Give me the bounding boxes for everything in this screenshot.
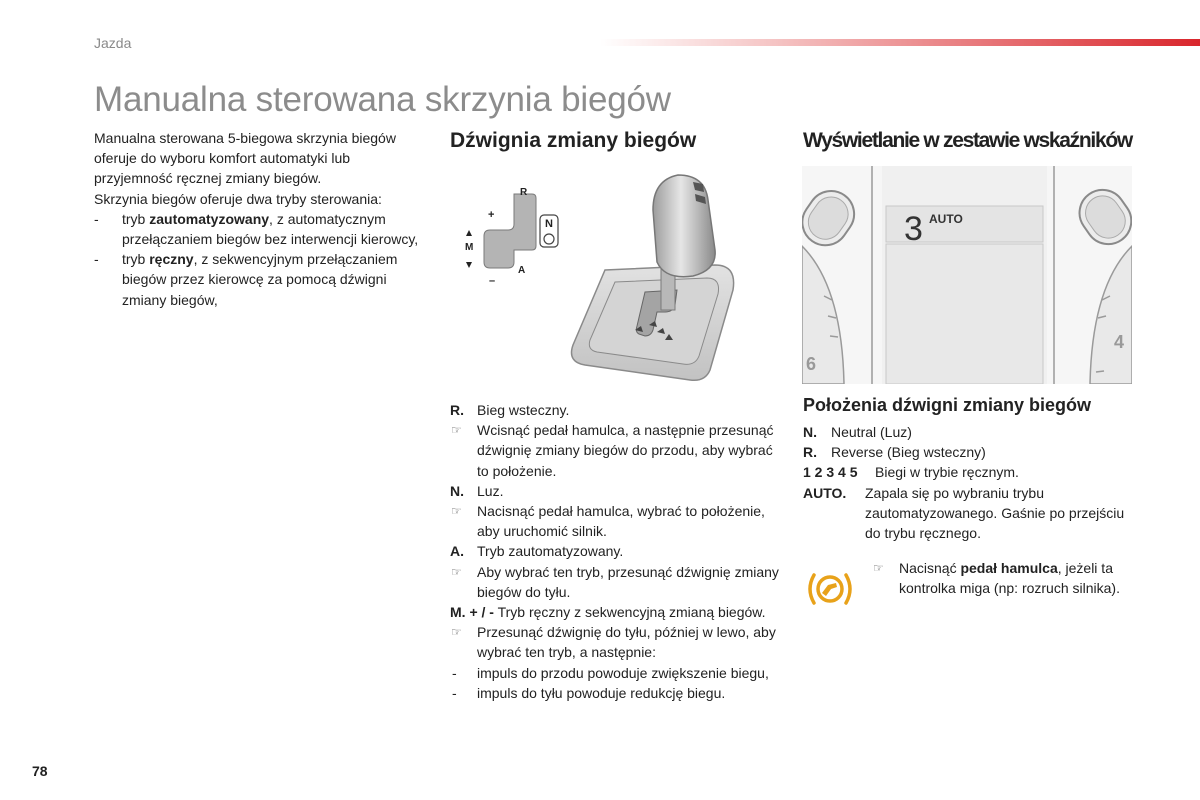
pointing-hand-icon: ☞ <box>451 504 462 519</box>
gate-label-m: M <box>465 242 474 253</box>
position-n-instruction: ☞ Nacisnąć pedał hamulca, wybrać to położenie, aby uruchomić silnik. <box>451 503 765 540</box>
intro-text <box>94 128 424 310</box>
pointing-hand-icon: ☞ <box>451 564 462 579</box>
positions-legend <box>803 422 1133 543</box>
intro-paragraph-2: Skrzynia biegów oferuje dwa tryby sterowania: <box>94 190 382 207</box>
manual-downshift-item: - impuls do tyłu powoduje redukcję biegu. <box>450 683 780 703</box>
display-auto-label: AUTO <box>929 212 963 226</box>
gauge-label-right: 4 <box>1114 332 1125 352</box>
gate-label-plus: + <box>488 209 495 221</box>
intro-item-manual: - tryb ręczny, z sekwencyjnym przełączaniem biegów przez kierowcę za pomocą dźwigni zmiany biegów, <box>94 249 424 310</box>
gate-label-minus: – <box>489 275 496 287</box>
manual-upshift-item: - impuls do przodu powoduje zwiększenie biegu, <box>450 663 780 683</box>
pointing-hand-icon: ☞ <box>451 625 462 640</box>
page-number: 78 <box>32 763 48 779</box>
lever-positions-text <box>450 400 780 703</box>
pointing-hand-icon: ☞ <box>451 423 462 438</box>
instrument-cluster-illustration <box>802 166 1132 384</box>
display-gear-value: 3 <box>904 210 923 248</box>
positions-heading: Położenia dźwigni zmiany biegów <box>803 395 1092 415</box>
gauge-label-left: 6 <box>806 354 817 374</box>
brake-foot-warning-icon <box>806 571 854 607</box>
intro-paragraph-1: Manualna sterowana 5-biegowa skrzynia biegów oferuje do wyboru komfort automatyki lub przyjemność ręcznej zmiany biegów. <box>94 130 396 187</box>
intro-item-auto: - tryb zautomatyzowany, z automatycznym przełączaniem biegów bez interwencji kierowcy, <box>94 209 424 249</box>
lever-heading: Dźwignia zmiany biegów <box>450 129 697 152</box>
gear-gate-diagram <box>456 180 566 290</box>
position-r-row: R. Bieg wsteczny. <box>450 402 570 418</box>
position-m-instruction: ☞ Przesunąć dźwignię do tyłu, później w lewo, aby wybrać ten tryb, a następnie: <box>451 624 776 661</box>
legend-item-gears: 1 2 3 4 5 Biegi w trybie ręcznym. <box>803 464 1019 481</box>
position-m-row: M. + / - Tryb ręczny z sekwencyjną zmianą biegów. <box>450 604 766 621</box>
position-a-instruction: ☞ Aby wybrać ten tryb, przesunąć dźwignię zmiany biegów do tyłu. <box>451 563 779 600</box>
pointing-hand-icon: ☞ <box>873 561 884 575</box>
section-label: Jazda <box>94 35 132 51</box>
arrow-down-icon <box>466 262 472 268</box>
gate-label-n: N <box>545 218 553 230</box>
gate-label-a: A <box>518 265 526 276</box>
arrow-up-icon <box>466 230 472 236</box>
position-r-instruction: ☞ Wcisnąć pedał hamulca, a następnie przesunąć dźwignię zmiany biegów do przodu, aby wybrać to położenie. <box>451 422 774 479</box>
page-title: Manualna sterowana skrzynia biegów <box>94 80 671 119</box>
legend-item-auto: AUTO. Zapala się po wybraniu trybu zautomatyzowanego. Gaśnie po przejściu do trybu ręcznego. <box>803 484 1125 542</box>
gate-label-r: R <box>520 187 528 198</box>
legend-item-n: N. Neutral (Luz) <box>803 424 912 440</box>
display-heading: Wyświetlanie w zestawie wskaźników <box>803 129 1132 152</box>
legend-item-r: R. Reverse (Bieg wsteczny) <box>803 444 986 461</box>
header-accent-bar <box>600 39 1200 46</box>
gear-lever-illustration <box>565 170 745 385</box>
position-a-row: A. Tryb zautomatyzowany. <box>450 543 624 560</box>
brake-note: ☞ Nacisnąć pedał hamulca, jeżeli ta kontrolka miga (np: rozruch silnika). <box>873 560 1120 597</box>
position-n-row: N. Luz. <box>450 482 504 499</box>
